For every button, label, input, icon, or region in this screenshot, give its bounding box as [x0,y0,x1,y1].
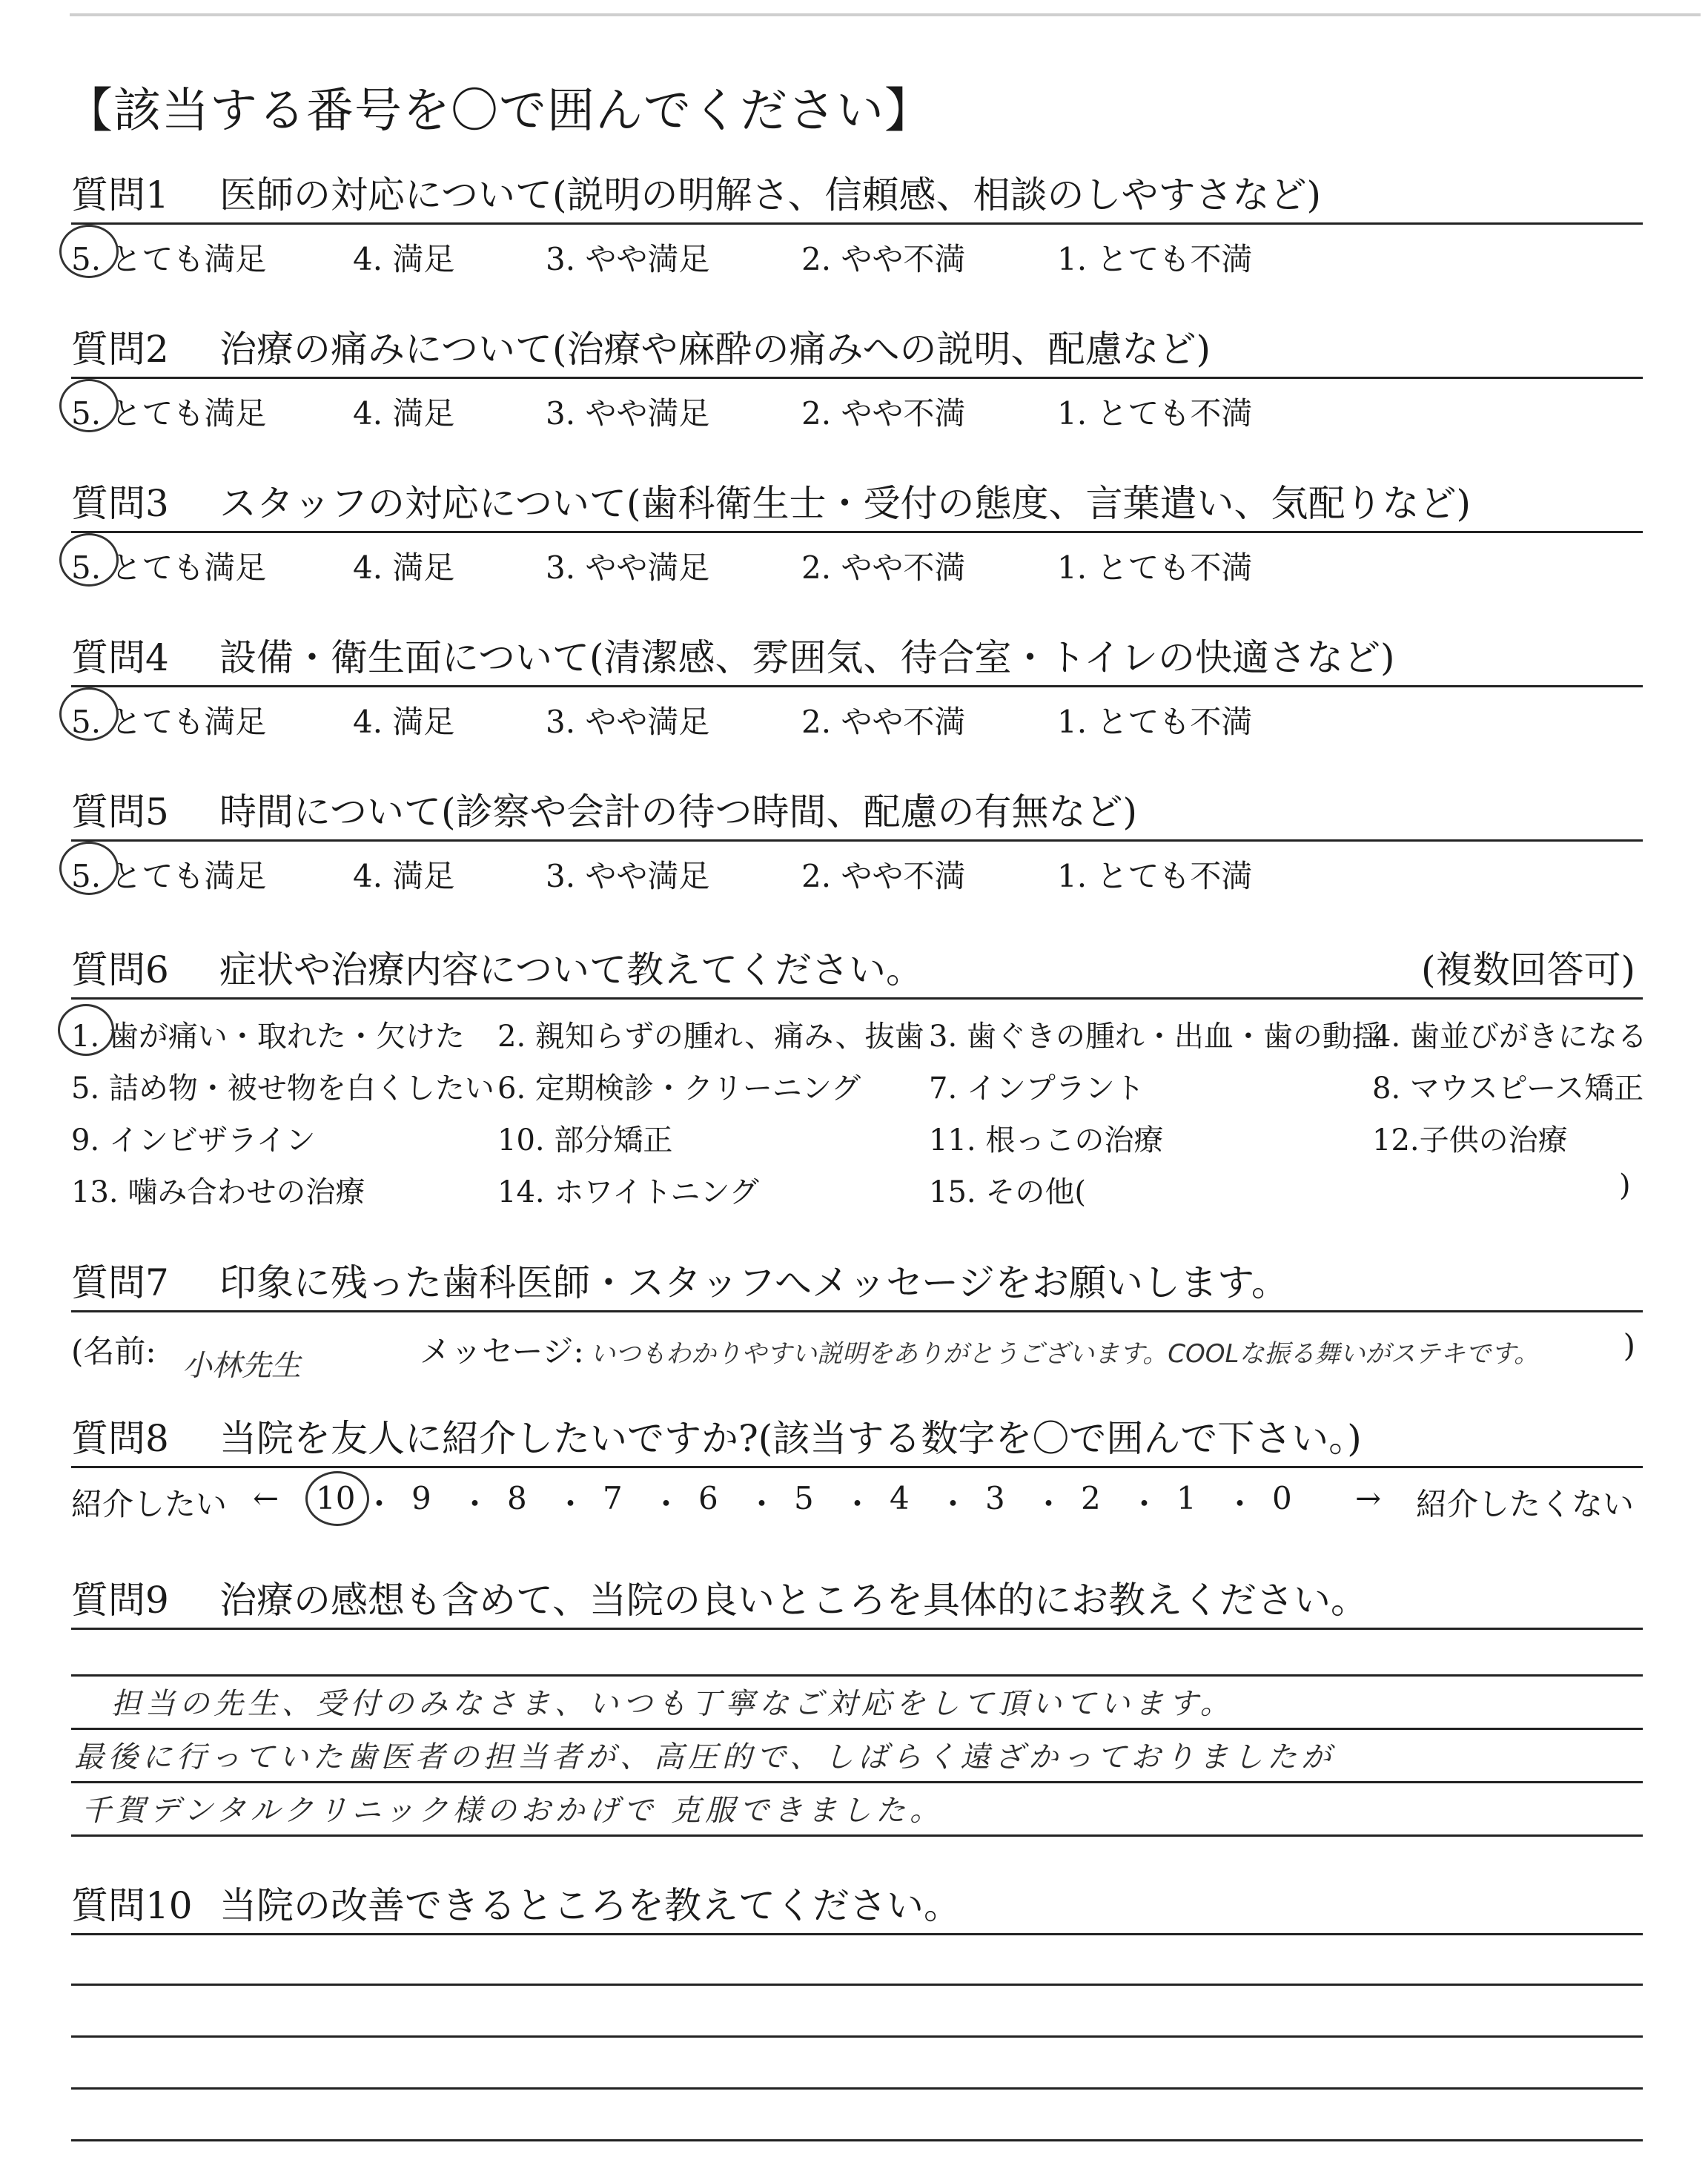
question-4 [71,636,1643,740]
name-handwritten[interactable]: 小林先生 [182,1349,301,1383]
scale-separator: ・ [650,1486,682,1522]
answer-line [71,1781,1643,1783]
rating-option[interactable]: 1. とても不満 [1057,395,1253,432]
rating-option[interactable]: 3. やや満足 [546,241,710,277]
other-close-paren: ) [1619,1169,1631,1203]
form-instruction-header: 【該当する番号を〇で囲んでください】 [65,84,933,139]
symptom-option[interactable]: 2. 親知らずの腫れ、痛み、抜歯 [497,1020,924,1054]
question-text: 当院の改善できるところを教えてください。 [219,1884,961,1927]
answer-line [71,2087,1643,2090]
question-text: 当院を友人に紹介したいですか?(該当する数字を〇で囲んで下さい。) [219,1417,1362,1460]
question-7-title [71,1261,1643,1312]
question-text: 印象に残った歯科医師・スタッフへメッセージをお願いします。 [219,1261,1288,1304]
scale-number[interactable]: 7 [603,1480,623,1516]
question-number: 質問10 [71,1884,193,1927]
rating-option[interactable]: 2. やや不満 [801,858,966,894]
message-handwritten[interactable]: いつもわかりやすい説明をありがとうございます。COOLな振る舞いがステキです。 [590,1339,1540,1369]
question-6-title [71,948,1643,1000]
rating-option[interactable]: 1. とても不満 [1057,858,1253,894]
question-6 [71,948,1647,1215]
rating-option[interactable]: 5. とても満足 [71,858,267,894]
question-9-title [71,1579,1643,1630]
question-text: 時間について(診察や会計の待つ時間、配慮の有無など) [219,790,1138,833]
scale-separator: ・ [1033,1486,1065,1522]
question-number: 質問5 [71,790,169,833]
message-label: メッセージ: [420,1333,584,1370]
question-3-title [71,482,1643,533]
scale-number[interactable]: 0 [1272,1480,1292,1516]
symptom-option[interactable]: 13. 噛み合わせの治療 [71,1175,365,1209]
scale-separator: ・ [1128,1486,1160,1522]
question-number: 質問1 [71,174,169,217]
not-recommend-label: 紹介したくない [1416,1486,1635,1522]
q9-answer-line-3[interactable]: 千賀デンタルクリニック様のおかげで 克服できました。 [82,1794,944,1828]
symptom-option[interactable]: 15. その他( [929,1175,1086,1209]
rating-option[interactable]: 3. やや満足 [546,549,710,586]
question-1-title [71,176,1643,225]
symptom-option[interactable]: 3. 歯ぐきの腫れ・出血・歯の動揺 [929,1020,1382,1054]
question-2-title [71,328,1643,379]
rating-option[interactable]: 1. とても不満 [1057,704,1253,740]
symptom-option[interactable]: 1. 歯が痛い・取れた・欠けた [71,1020,465,1054]
scale-separator: ・ [1224,1486,1256,1522]
scale-number[interactable]: 8 [507,1480,527,1516]
question-number: 質問4 [71,636,169,679]
question-text: 設備・衛生面について(清潔感、雰囲気、待合室・トイレの快適さなど) [219,636,1395,679]
question-2 [71,328,1643,432]
scale-separator: ・ [555,1486,586,1522]
rating-option[interactable]: 1. とても不満 [1057,241,1253,277]
rating-option[interactable]: 2. やや不満 [801,704,966,740]
rating-option[interactable]: 3. やや満足 [546,704,710,740]
q6-options [71,1000,1647,1215]
symptom-option[interactable]: 14. ホワイトニング [497,1175,759,1209]
rating-option[interactable]: 5. とても満足 [71,241,267,277]
symptom-option[interactable]: 4. 歯並びがきになる [1372,1020,1647,1054]
question-number: 質問2 [71,328,169,371]
symptom-option[interactable]: 6. 定期検診・クリーニング [497,1071,861,1106]
answer-line [71,1728,1643,1730]
rating-option[interactable]: 5. とても満足 [71,704,267,740]
rating-option[interactable]: 1. とても不満 [1057,549,1253,586]
scale-separator: ・ [937,1486,969,1522]
symptom-option[interactable]: 11. 根っこの治療 [929,1123,1164,1157]
question-text: 治療の痛みについて(治療や麻酔の痛みへの説明、配慮など) [219,328,1211,371]
question-8-title [71,1417,1643,1468]
symptom-option[interactable]: 12.子供の治療 [1372,1123,1568,1157]
question-text: 医師の対応について(説明の明解さ、信頼感、相談のしやすさなど) [219,174,1322,217]
symptom-option[interactable]: 7. インプラント [929,1071,1145,1106]
scale-number[interactable]: 1 [1176,1480,1196,1516]
close-paren: ) [1623,1327,1635,1364]
question-1 [71,176,1643,277]
rating-option[interactable]: 4. 満足 [353,704,455,740]
multiple-answers-note: (複数回答可) [1420,948,1635,991]
symptom-option[interactable]: 8. マウスピース矯正 [1372,1071,1644,1106]
scale-number[interactable]: 3 [985,1480,1005,1516]
question-7 [71,1261,1643,1383]
question-text: 症状や治療内容について教えてください。 [219,948,923,991]
scale-number[interactable]: 4 [890,1480,910,1516]
answer-line [71,1984,1643,1986]
scale-separator: ・ [363,1486,395,1522]
q9-answer-line-2[interactable]: 最後に行っていた歯医者の担当者が、高圧的で、しばらく遠ざかっておりましたが [74,1740,1336,1774]
q8-scale-row [71,1468,1643,1527]
question-4-title [71,636,1643,687]
rating-option[interactable]: 4. 満足 [353,549,455,586]
question-9 [71,1579,1643,1630]
rating-choices [71,379,1643,431]
right-arrow-icon: → [1355,1480,1382,1516]
rating-option[interactable]: 4. 満足 [353,395,455,432]
scale-separator: ・ [841,1486,873,1522]
question-text: 治療の感想も含めて、当院の良いところを具体的にお教えください。 [219,1579,1368,1622]
scale-separator: ・ [746,1486,778,1522]
rating-choices [71,687,1643,739]
question-10-title [71,1884,1643,1935]
answer-line [71,2139,1643,2141]
rating-option[interactable]: 5. とても満足 [71,549,267,586]
rating-option[interactable]: 4. 満足 [353,858,455,894]
question-number: 質問8 [71,1417,169,1460]
question-number: 質問6 [71,948,169,991]
scale-number[interactable]: 2 [1081,1480,1101,1516]
scale-number[interactable]: 6 [698,1480,718,1516]
question-text: スタッフの対応について(歯科衛生士・受付の態度、言葉遣い、気配りなど) [219,482,1472,525]
question-number: 質問3 [71,482,169,525]
rating-choices [71,842,1643,894]
question-5 [71,790,1643,894]
name-label: (名前: [71,1333,156,1370]
scale-number[interactable]: 5 [794,1480,814,1516]
symptom-option[interactable]: 9. インビザライン [71,1123,316,1157]
q7-message-row [71,1312,1643,1383]
answer-line [71,1674,1643,1677]
symptom-option[interactable]: 10. 部分矯正 [497,1123,673,1157]
rating-choices [71,533,1643,585]
recommend-label: 紹介したい [71,1486,228,1522]
answer-line [71,1834,1643,1837]
rating-choices [71,225,1643,277]
rating-option[interactable]: 3. やや満足 [546,858,710,894]
rating-option[interactable]: 5. とても満足 [71,395,267,432]
scale-number[interactable]: 10 [316,1480,356,1516]
question-number: 質問7 [71,1261,169,1304]
question-number: 質問9 [71,1579,169,1622]
scan-edge-line [70,13,1701,16]
rating-option[interactable]: 2. やや不満 [801,395,966,432]
symptom-option[interactable]: 5. 詰め物・被せ物を白くしたい [71,1071,494,1106]
question-3 [71,482,1643,586]
question-5-title [71,790,1643,842]
answer-line [71,2035,1643,2038]
rating-option[interactable]: 2. やや不満 [801,241,966,277]
scale-number[interactable]: 9 [411,1480,431,1516]
question-8 [71,1417,1643,1527]
rating-option[interactable]: 4. 満足 [353,241,455,277]
q9-answer-line-1[interactable]: 担当の先生、受付のみなさま、いつも丁寧なご対応をして頂いています。 [111,1687,1234,1721]
rating-option[interactable]: 2. やや不満 [801,549,966,586]
scale-separator: ・ [459,1486,491,1522]
question-10 [71,1884,1643,1935]
rating-option[interactable]: 3. やや満足 [546,395,710,432]
left-arrow-icon: ← [253,1480,279,1516]
